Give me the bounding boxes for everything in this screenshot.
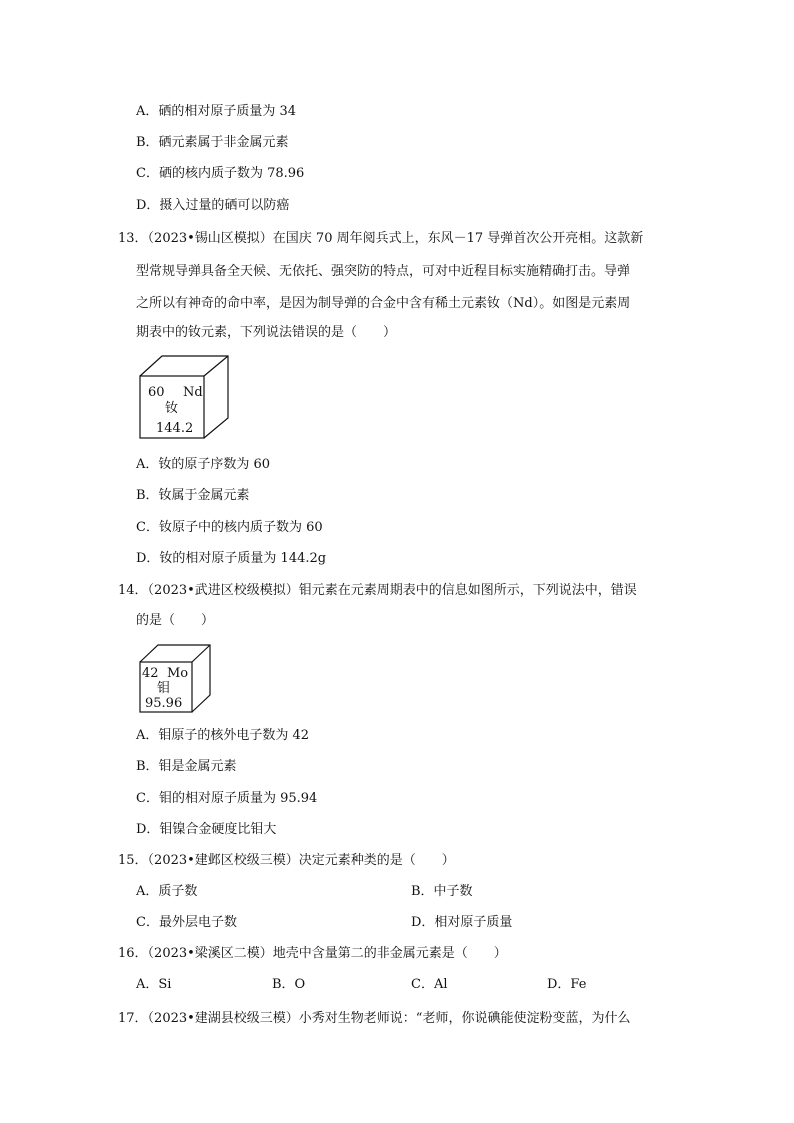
q13-stem-line-3: 之所以有神奇的命中率，是因为制导弹的合金中含有稀土元素钕（Nd）。如图是元素周 bbox=[136, 296, 631, 311]
q12-option-b: B．硒元素属于非金属元素 bbox=[136, 135, 289, 150]
mo-name: 钼 bbox=[157, 681, 171, 696]
nd-atomic-mass: 144.2 bbox=[156, 421, 194, 436]
q13-stem-line-4: 期表中的钕元素，下列说法错误的是（ ） bbox=[136, 325, 397, 340]
q16-option-d: D．Fe bbox=[547, 977, 587, 992]
q17-stem: 17．（2023•建湖县校级三模）小秀对生物老师说：“老师，你说碘能使淀粉变蓝，为什么 bbox=[118, 1011, 631, 1026]
mo-symbol: Mo bbox=[167, 666, 189, 681]
q15-stem: 15．（2023•建邺区校级三模）决定元素种类的是（ ） bbox=[118, 853, 455, 868]
q13-stem-line-1: 13．（2023•锡山区模拟）在国庆 70 周年阅兵式上，东风－17 导弹首次公开亮相。这款新 bbox=[118, 231, 644, 246]
q16-option-a: A．Si bbox=[136, 977, 172, 992]
q14-option-c: C．钼的相对原子质量为 95.94 bbox=[136, 791, 318, 806]
mo-atomic-mass: 95.96 bbox=[145, 696, 183, 711]
q15-option-a: A．质子数 bbox=[136, 884, 198, 899]
q13-option-d: D．钕的相对原子质量为 144.2g bbox=[136, 551, 327, 566]
q13-option-c: C．钕原子中的核内质子数为 60 bbox=[136, 520, 323, 535]
q14-stem-line-1: 14．（2023•武进区校级模拟）钼元素在元素周期表中的信息如图所示，下列说法中，错误 bbox=[118, 583, 637, 598]
nd-name: 钕 bbox=[165, 401, 179, 416]
q16-option-c: C．Al bbox=[411, 977, 448, 992]
q13-stem-line-2: 型常规导弹具备全天候、无依托、强突防的特点，可对中近程目标实施精确打击。导弹 bbox=[136, 264, 631, 279]
nd-atomic-number: 60 bbox=[148, 385, 165, 400]
q12-option-c: C．硒的核内质子数为 78.96 bbox=[136, 166, 305, 181]
mo-element-cube bbox=[138, 643, 214, 715]
q14-option-a: A．钼原子的核外电子数为 42 bbox=[136, 728, 310, 743]
q12-option-d: D．摄入过量的硒可以防癌 bbox=[136, 198, 290, 213]
q14-option-b: B．钼是金属元素 bbox=[136, 759, 237, 774]
q14-option-d: D．钼镍合金硬度比钼大 bbox=[136, 822, 277, 837]
q13-option-b: B．钕属于金属元素 bbox=[136, 488, 250, 503]
q13-option-a: A．钕的原子序数为 60 bbox=[136, 457, 271, 472]
nd-symbol: Nd bbox=[183, 385, 203, 400]
nd-element-cube bbox=[138, 354, 232, 440]
q14-stem-line-2: 的是（ ） bbox=[136, 613, 215, 628]
q12-option-a: A．硒的相对原子质量为 34 bbox=[136, 104, 297, 119]
q15-option-d: D．相对原子质量 bbox=[411, 915, 513, 930]
q16-option-b: B．O bbox=[272, 977, 306, 992]
q15-option-c: C．最外层电子数 bbox=[136, 915, 237, 930]
mo-atomic-number: 42 bbox=[142, 666, 159, 681]
q16-stem: 16．（2023•梁溪区二模）地壳中含量第二的非金属元素是（ ） bbox=[118, 946, 507, 961]
q15-option-b: B．中子数 bbox=[411, 884, 473, 899]
